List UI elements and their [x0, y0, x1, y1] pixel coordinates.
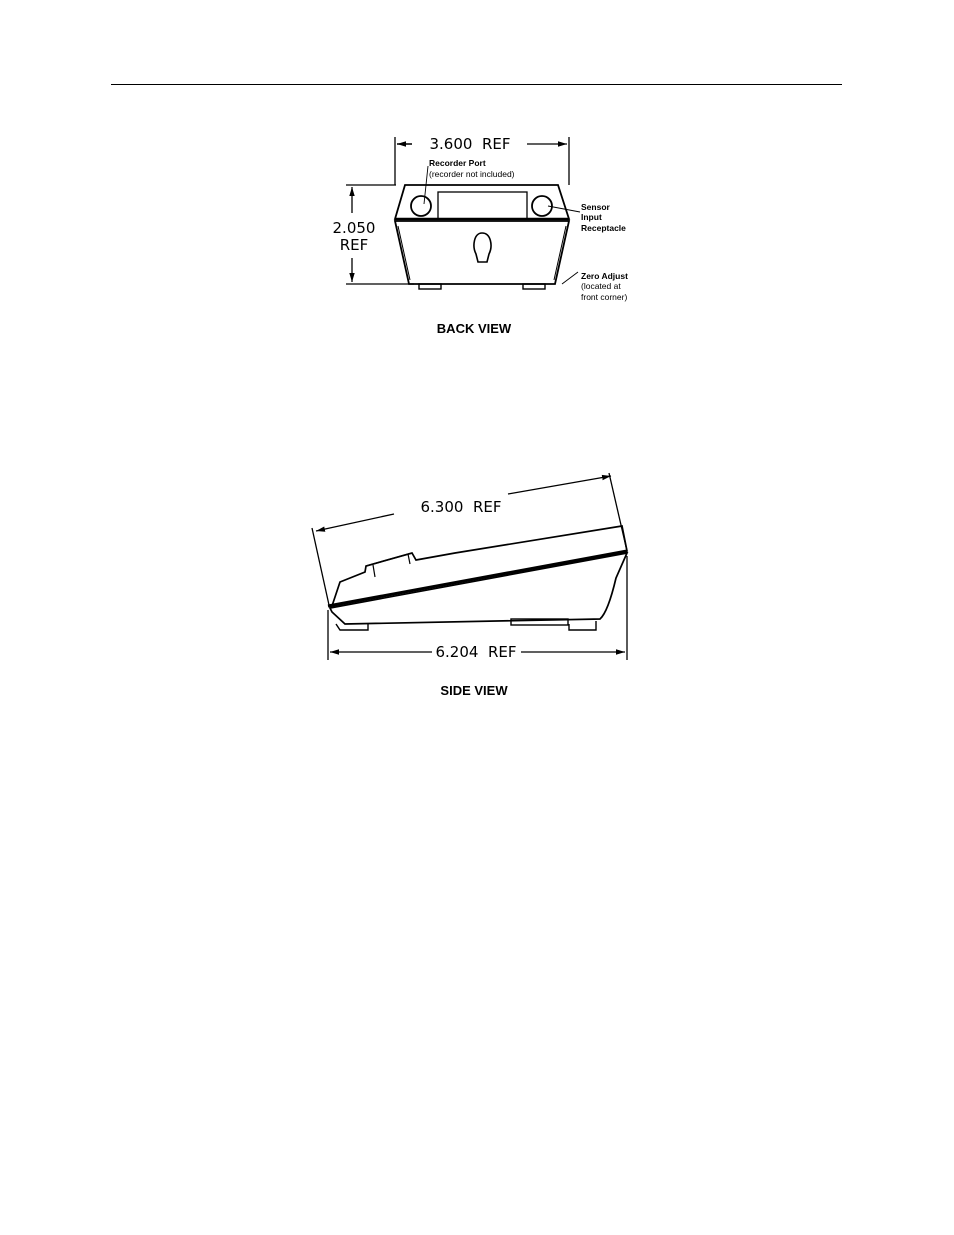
height-dimension-value: 2.050: [332, 219, 376, 237]
zero-adjust-label: Zero Adjust: [581, 271, 628, 281]
zero-adjust-note-line2: front corner): [581, 292, 628, 302]
recorder-port-note: (recorder not included): [429, 169, 515, 179]
height-dimension-unit: REF: [339, 236, 369, 254]
overall-length-dimension-label: 6.300 REF: [420, 498, 502, 516]
recorder-port-label: Recorder Port: [429, 158, 486, 168]
sensor-label-line1: Sensor: [581, 202, 610, 212]
sensor-label-line3: Receptacle: [581, 223, 626, 233]
base-length-dimension-label: 6.204 REF: [435, 643, 517, 661]
side-view-caption: SIDE VIEW: [440, 683, 508, 698]
width-dimension-label: 3.600 REF: [429, 135, 511, 153]
sensor-label-line2: Input: [581, 212, 602, 222]
back-view-caption: BACK VIEW: [436, 321, 512, 336]
zero-adjust-note-line1: (located at: [581, 281, 621, 291]
